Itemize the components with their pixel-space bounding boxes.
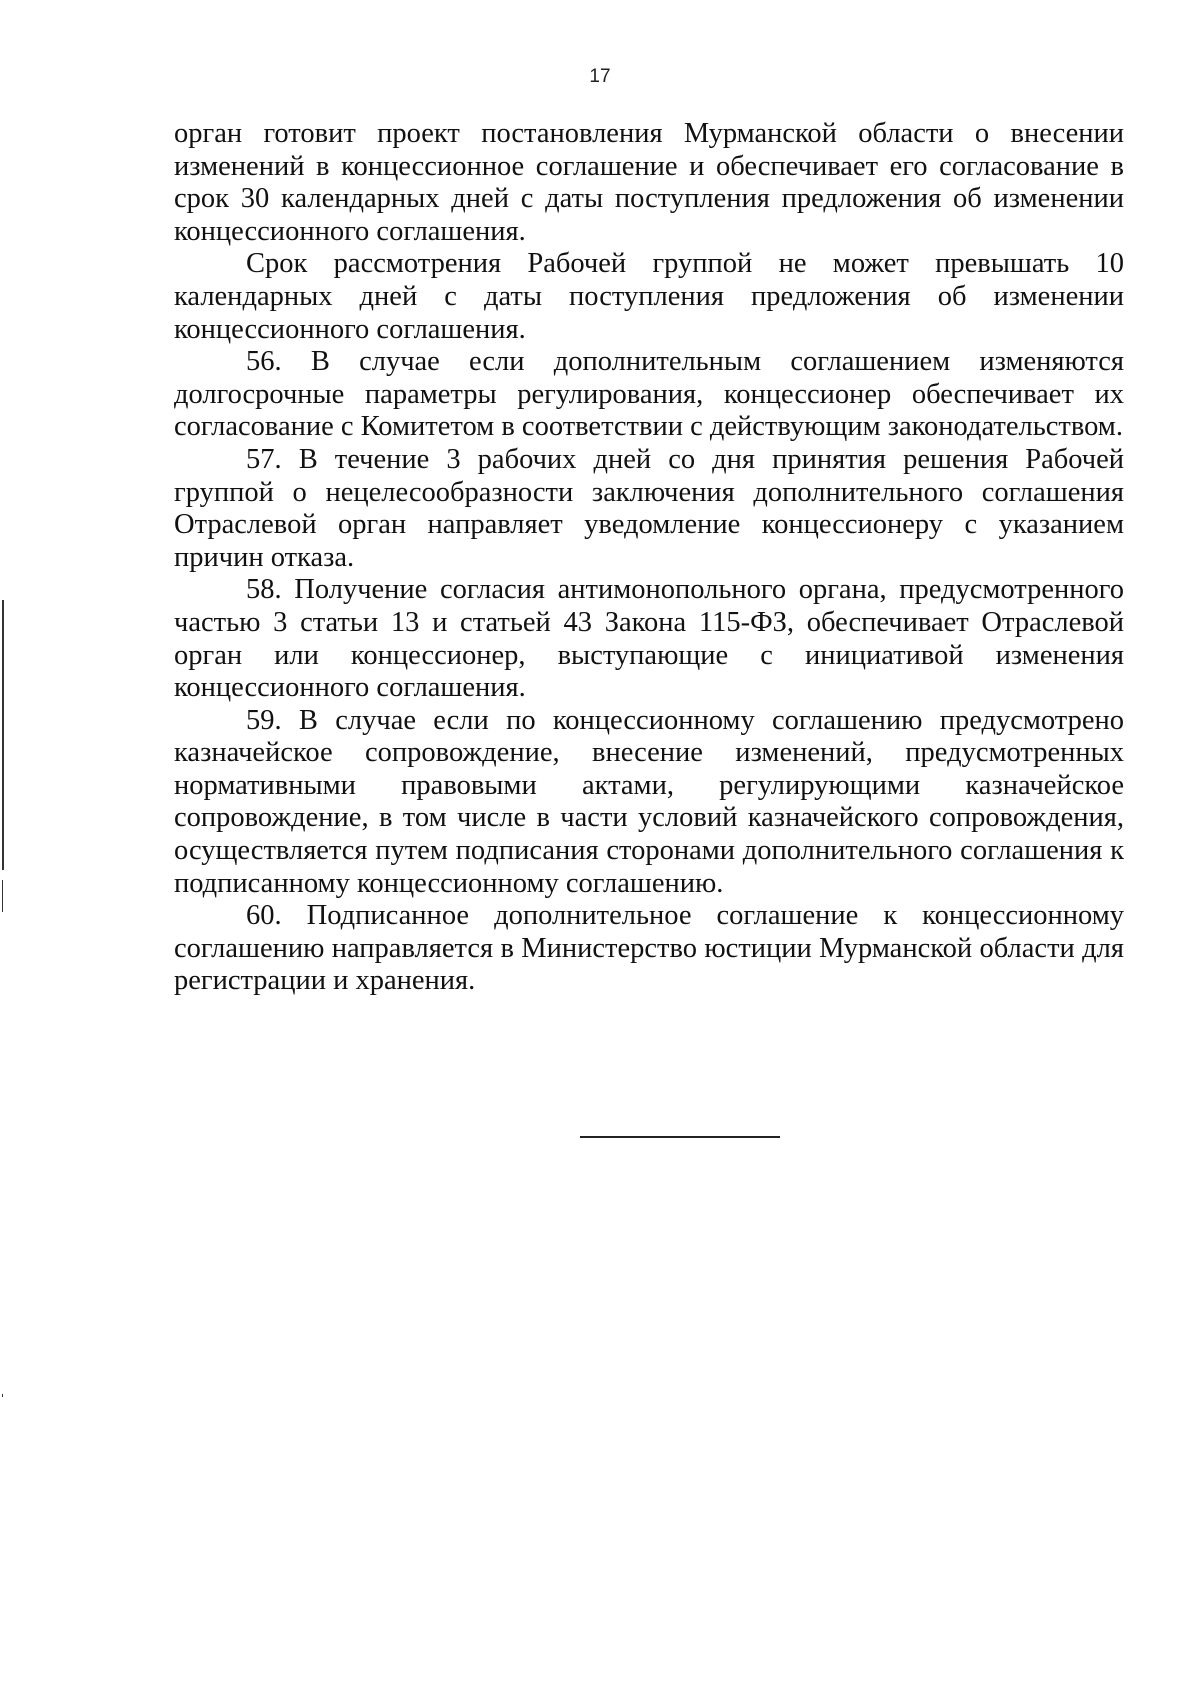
- paragraph-59: 59. В случае если по концессионному соглашению предусмотрено казначейское сопровождение, внесение изменений, предусмотренных нормативными правовыми актами, регулирующими казначейское сопровождение, в том числе в части условий казначейского сопровождения, осуществляется путем подписания сторонами дополнительного соглашения к подписанному концессионному соглашению.: [174, 704, 1124, 899]
- paragraph-review-term: Срок рассмотрения Рабочей группой не может превышать 10 календарных дней с даты поступления предложения об изменении концессионного соглашения.: [174, 248, 1124, 345]
- page-number: 17: [589, 66, 611, 87]
- paragraph-56: 56. В случае если дополнительным соглашением изменяются долгосрочные параметры регулирования, концессионер обеспечивает их согласование с Комитетом в соответствии с действующим законодательством.: [174, 346, 1124, 443]
- scan-edge-mark: [2, 600, 4, 870]
- paragraph-57: 57. В течение 3 рабочих дней со дня принятия решения Рабочей группой о нецелесообразности заключения дополнительного соглашения Отраслевой орган направляет уведомление концессионеру с указанием причин отказа.: [174, 443, 1124, 573]
- paragraph-58: 58. Получение согласия антимонопольного органа, предусмотренного частью 3 статьи 13 и статьей 43 Закона 115-ФЗ, обеспечивает Отраслевой орган или концессионер, выступающие с инициативой изменения концессионного соглашения.: [174, 574, 1124, 704]
- end-of-text-rule: [580, 1136, 780, 1138]
- paragraph-60: 60. Подписанное дополнительное соглашение к концессионному соглашению направляется в Министерство юстиции Мурманской области для регистрации и хранения.: [174, 900, 1124, 997]
- document-body: [174, 118, 1124, 998]
- scan-edge-mark: [2, 880, 3, 912]
- paragraph-continuation: орган готовит проект постановления Мурманской области о внесении изменений в концессионное соглашение и обеспечивает его согласование в срок 30 календарных дней с даты поступления предложения об изменении концессионного соглашения.: [174, 118, 1124, 247]
- scan-edge-mark: [2, 1394, 3, 1397]
